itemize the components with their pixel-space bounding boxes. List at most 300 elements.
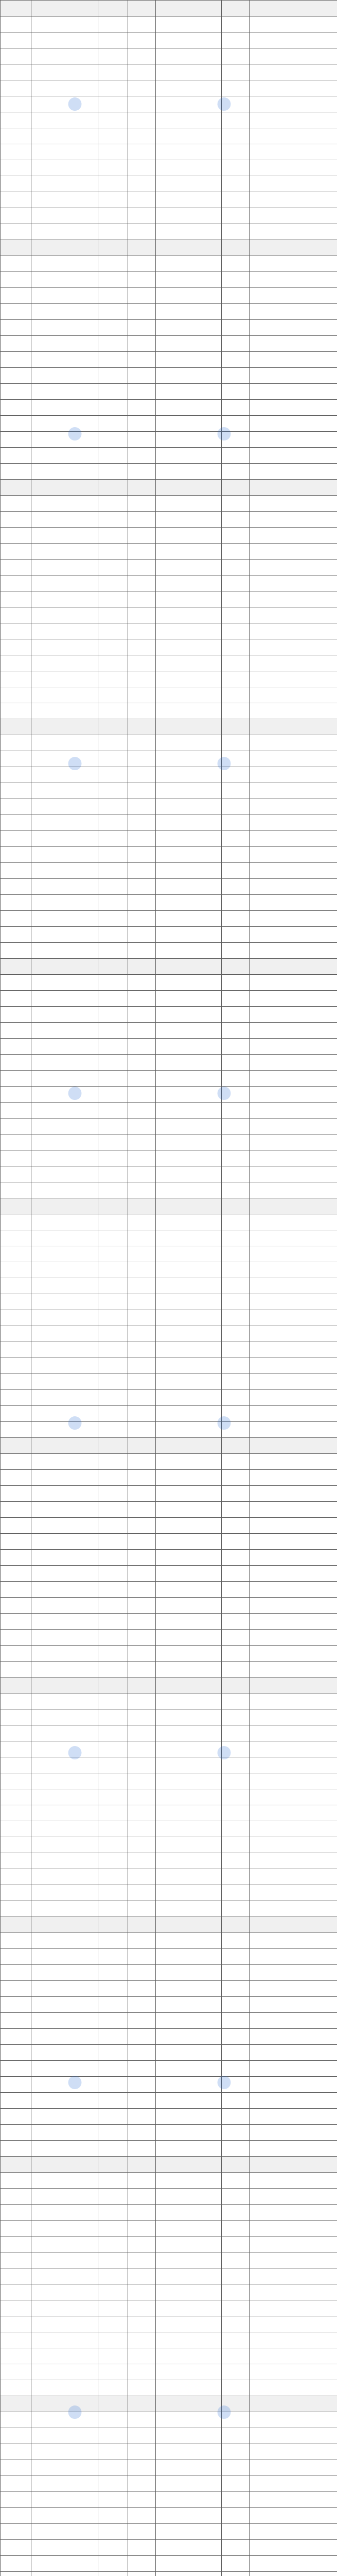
table-cell [222,16,250,32]
chapter-cell [1,639,31,655]
table-cell [222,96,250,112]
table-cell [31,1725,98,1741]
table-cell [31,2205,98,2221]
table-cell [250,1310,337,1326]
table-row [1,1757,337,1773]
table-row [1,783,337,799]
chapter-cell [1,2492,31,2508]
table-cell [98,1949,128,1965]
table-cell [222,2380,250,2396]
table-cell [31,352,98,368]
table-cell [31,48,98,64]
header-cell [222,480,250,496]
table-cell [31,815,98,831]
table-cell [156,799,222,815]
chapter-cell [1,2508,31,2524]
table-cell [98,1087,128,1103]
table-cell [128,1997,156,2013]
table-cell [31,1709,98,1725]
table-row [1,1869,337,1885]
table-cell [128,2348,156,2364]
table-row [1,160,337,176]
table-cell [222,1614,250,1630]
header-cell [31,480,98,496]
table-cell [222,224,250,240]
table-row [1,1166,337,1182]
table-cell [156,815,222,831]
chapter-cell [1,751,31,767]
table-cell [222,2364,250,2380]
chapter-cell [1,1662,31,1677]
table-row [1,591,337,607]
table-cell [156,575,222,591]
table-cell [250,1550,337,1566]
table-cell [222,1837,250,1853]
table-cell [128,2460,156,2476]
table-cell [222,1550,250,1566]
table-cell [128,1294,156,1310]
table-cell [31,575,98,591]
chapter-cell [1,16,31,32]
table-cell [156,2348,222,2364]
table-cell [250,1166,337,1182]
chapter-cell [1,464,31,480]
table-cell [128,1614,156,1630]
table-cell [98,496,128,512]
chapter-cell [1,2109,31,2125]
table-cell [128,2221,156,2236]
table-cell [222,384,250,400]
table-cell [31,2540,98,2556]
table-cell [250,815,337,831]
table-cell [98,1773,128,1789]
table-cell [128,1901,156,1917]
table-cell [156,655,222,671]
table-cell [98,687,128,703]
table-cell [250,96,337,112]
table-cell [98,2093,128,2109]
table-cell [156,1326,222,1342]
table-cell [31,1150,98,1166]
table-cell [128,288,156,304]
table-row [1,1741,337,1757]
table-cell [222,400,250,416]
table-cell [128,703,156,719]
table-cell [250,2300,337,2316]
table-cell [156,1294,222,1310]
chapter-cell [1,496,31,512]
chapter-cell [1,1566,31,1582]
table-cell [98,1933,128,1949]
chapter-cell [1,2013,31,2029]
table-cell [156,1805,222,1821]
table-cell [98,1358,128,1374]
table-cell [222,1454,250,1470]
table-cell [98,448,128,464]
table-row [1,416,337,432]
header-cell [156,480,222,496]
table-cell [128,336,156,352]
table-row [1,2524,337,2540]
table-row [1,1502,337,1518]
chapter-cell [1,1486,31,1502]
header-cell [222,1,250,16]
table-cell [156,2077,222,2093]
table-cell [31,767,98,783]
table-cell [222,1374,250,1390]
table-cell [250,751,337,767]
header-cell [31,1438,98,1454]
table-cell [31,607,98,623]
header-cell [250,2157,337,2173]
header-cell [222,719,250,735]
chapter-cell [1,2205,31,2221]
table-cell [31,1134,98,1150]
table-row [1,112,337,128]
table-cell [98,2061,128,2077]
table-row [1,32,337,48]
table-cell [98,400,128,416]
table-cell [98,735,128,751]
table-cell [250,911,337,927]
header-cell [98,1438,128,1454]
chapter-cell [1,847,31,863]
table-cell [156,224,222,240]
table-cell [98,1310,128,1326]
table-cell [31,2252,98,2268]
table-cell [222,2460,250,2476]
table-cell [128,1837,156,1853]
table-row [1,320,337,336]
chapter-cell [1,144,31,160]
chapter-cell [1,1981,31,1997]
table-row [1,2205,337,2221]
table-cell [222,1662,250,1677]
table-row [1,1390,337,1406]
chapter-cell [1,1965,31,1981]
table-row [1,128,337,144]
table-cell [250,799,337,815]
table-cell [98,1741,128,1757]
header-cell [156,1438,222,1454]
watermark-mark: ● [64,420,85,445]
chapter-cell [1,1007,31,1023]
table-cell [250,2013,337,2029]
chapter-cell [1,2141,31,2157]
chapter-cell [1,2268,31,2284]
table-cell [222,591,250,607]
table-cell [250,1869,337,1885]
table-cell [222,112,250,128]
chapter-cell [1,2236,31,2252]
table-cell [250,416,337,432]
header-cell [31,2157,98,2173]
chapter-cell [1,2524,31,2540]
chapter-cell [1,2221,31,2236]
table-cell [156,2109,222,2125]
chapter-cell [1,943,31,959]
table-cell [31,2332,98,2348]
table-cell [31,192,98,208]
table-cell [98,544,128,560]
table-cell [250,2093,337,2109]
table-cell [98,1262,128,1278]
table-cell [31,1214,98,1230]
table-cell [156,32,222,48]
table-cell [128,1358,156,1374]
table-cell [250,1230,337,1246]
table-row [1,1134,337,1150]
table-cell [98,815,128,831]
table-cell [31,1502,98,1518]
table-row [1,687,337,703]
table-cell [250,352,337,368]
table-cell [98,2428,128,2444]
table-row [1,1566,337,1582]
table-cell [128,512,156,528]
chapter-cell [1,112,31,128]
chapter-cell [1,272,31,288]
table-cell [222,1087,250,1103]
table-cell [222,208,250,224]
table-cell [222,2221,250,2236]
table-cell [98,1118,128,1134]
table-cell [250,1630,337,1646]
table-cell [31,1949,98,1965]
table-cell [250,16,337,32]
table-cell [31,32,98,48]
chapter-cell [1,1246,31,1262]
table-cell [128,1262,156,1278]
table-cell [128,2173,156,2189]
table-cell [98,1454,128,1470]
header-cell [156,2396,222,2412]
header-cell [1,1,31,16]
table-cell [31,1390,98,1406]
table-row [1,1837,337,1853]
table-cell [128,144,156,160]
table-cell [31,416,98,432]
table-cell [156,1246,222,1262]
table-cell [156,2412,222,2428]
table-cell [98,1486,128,1502]
table-cell [222,1630,250,1646]
table-cell [128,607,156,623]
chapter-cell [1,416,31,432]
table-cell [98,2460,128,2476]
table-cell [128,879,156,895]
watermark-mark: ● [213,2399,235,2424]
table-cell [250,831,337,847]
table-cell [31,400,98,416]
header-cell [222,1677,250,1693]
table-cell [156,1598,222,1614]
table-cell [31,1741,98,1757]
table-cell [156,1406,222,1422]
table-cell [31,2444,98,2460]
table-cell [98,1662,128,1677]
watermark-mark: ● [64,1080,85,1105]
table-cell [156,1358,222,1374]
table-row [1,208,337,224]
table-cell [156,1390,222,1406]
table-cell [250,528,337,544]
table-row [1,1454,337,1470]
table-cell [156,1869,222,1885]
table-cell [98,560,128,575]
table-cell [31,208,98,224]
table-cell [31,735,98,751]
table-cell [98,799,128,815]
table-cell [31,2476,98,2492]
table-cell [128,1374,156,1390]
table-row [1,703,337,719]
table-cell [222,1326,250,1342]
header-row [1,1677,337,1693]
table-cell [31,2412,98,2428]
table-cell [31,560,98,575]
table-cell [31,96,98,112]
table-row [1,1773,337,1789]
chapter-cell [1,703,31,719]
table-cell [156,639,222,655]
table-cell [31,1821,98,1837]
table-cell [128,1134,156,1150]
table-cell [128,575,156,591]
table-cell [156,1342,222,1358]
header-row [1,2396,337,2412]
table-cell [156,1997,222,2013]
table-cell [250,1885,337,1901]
table-cell [222,1757,250,1773]
table-cell [31,879,98,895]
table-cell [128,1470,156,1486]
header-cell [128,480,156,496]
table-cell [156,1789,222,1805]
table-cell [222,703,250,719]
table-row [1,560,337,575]
chapter-cell [1,1725,31,1741]
chapter-cell [1,863,31,879]
chapter-cell [1,1630,31,1646]
table-cell [222,2045,250,2061]
table-cell [128,1166,156,1182]
table-cell [156,1837,222,1853]
chapter-cell [1,1741,31,1757]
table-cell [222,1214,250,1230]
table-cell [128,2476,156,2492]
table-cell [128,2524,156,2540]
table-cell [156,2236,222,2252]
table-row [1,224,337,240]
table-cell [98,2508,128,2524]
header-cell [250,719,337,735]
table-cell [250,1614,337,1630]
table-row [1,432,337,448]
table-cell [98,879,128,895]
table-cell [31,288,98,304]
table-cell [128,1662,156,1677]
table-cell [250,2444,337,2460]
table-cell [128,2492,156,2508]
table-row [1,448,337,464]
table-row [1,512,337,528]
chapter-cell [1,448,31,464]
chapter-cell [1,2428,31,2444]
header-cell [31,1917,98,1933]
table-cell [156,975,222,991]
table-row [1,975,337,991]
header-cell [128,240,156,256]
table-cell [250,1039,337,1055]
table-cell [31,895,98,911]
table-cell [98,767,128,783]
table-cell [31,1662,98,1677]
table-cell [156,1773,222,1789]
table-row [1,2173,337,2189]
table-cell [156,1662,222,1677]
table-cell [156,1262,222,1278]
table-cell [128,1087,156,1103]
table-row [1,2444,337,2460]
table-cell [156,623,222,639]
chapter-cell [1,320,31,336]
table-cell [156,144,222,160]
table-cell [128,304,156,320]
chapter-cell [1,352,31,368]
table-cell [128,783,156,799]
table-cell [31,927,98,943]
table-cell [222,528,250,544]
table-cell [222,1071,250,1087]
table-cell [156,2540,222,2556]
table-cell [156,1374,222,1390]
table-cell [156,2189,222,2205]
table-cell [128,1039,156,1055]
header-cell [156,1,222,16]
table-cell [156,2364,222,2380]
table-cell [98,1502,128,1518]
table-cell [222,464,250,480]
table-cell [250,368,337,384]
table-cell [250,927,337,943]
chapter-cell [1,1214,31,1230]
table-cell [156,1230,222,1246]
table-row [1,863,337,879]
chapter-cell [1,128,31,144]
table-cell [31,623,98,639]
header-cell [222,1438,250,1454]
table-cell [128,1502,156,1518]
table-cell [222,1693,250,1709]
table-cell [222,2077,250,2093]
table-cell [98,208,128,224]
table-cell [222,1901,250,1917]
table-cell [222,1150,250,1166]
table-cell [222,687,250,703]
chapter-cell [1,304,31,320]
table-cell [222,911,250,927]
table-row [1,1310,337,1326]
table-row [1,2380,337,2396]
table-row [1,2412,337,2428]
table-cell [156,320,222,336]
table-row [1,1039,337,1055]
header-row [1,1917,337,1933]
table-cell [250,783,337,799]
table-row [1,464,337,480]
table-cell [128,2268,156,2284]
